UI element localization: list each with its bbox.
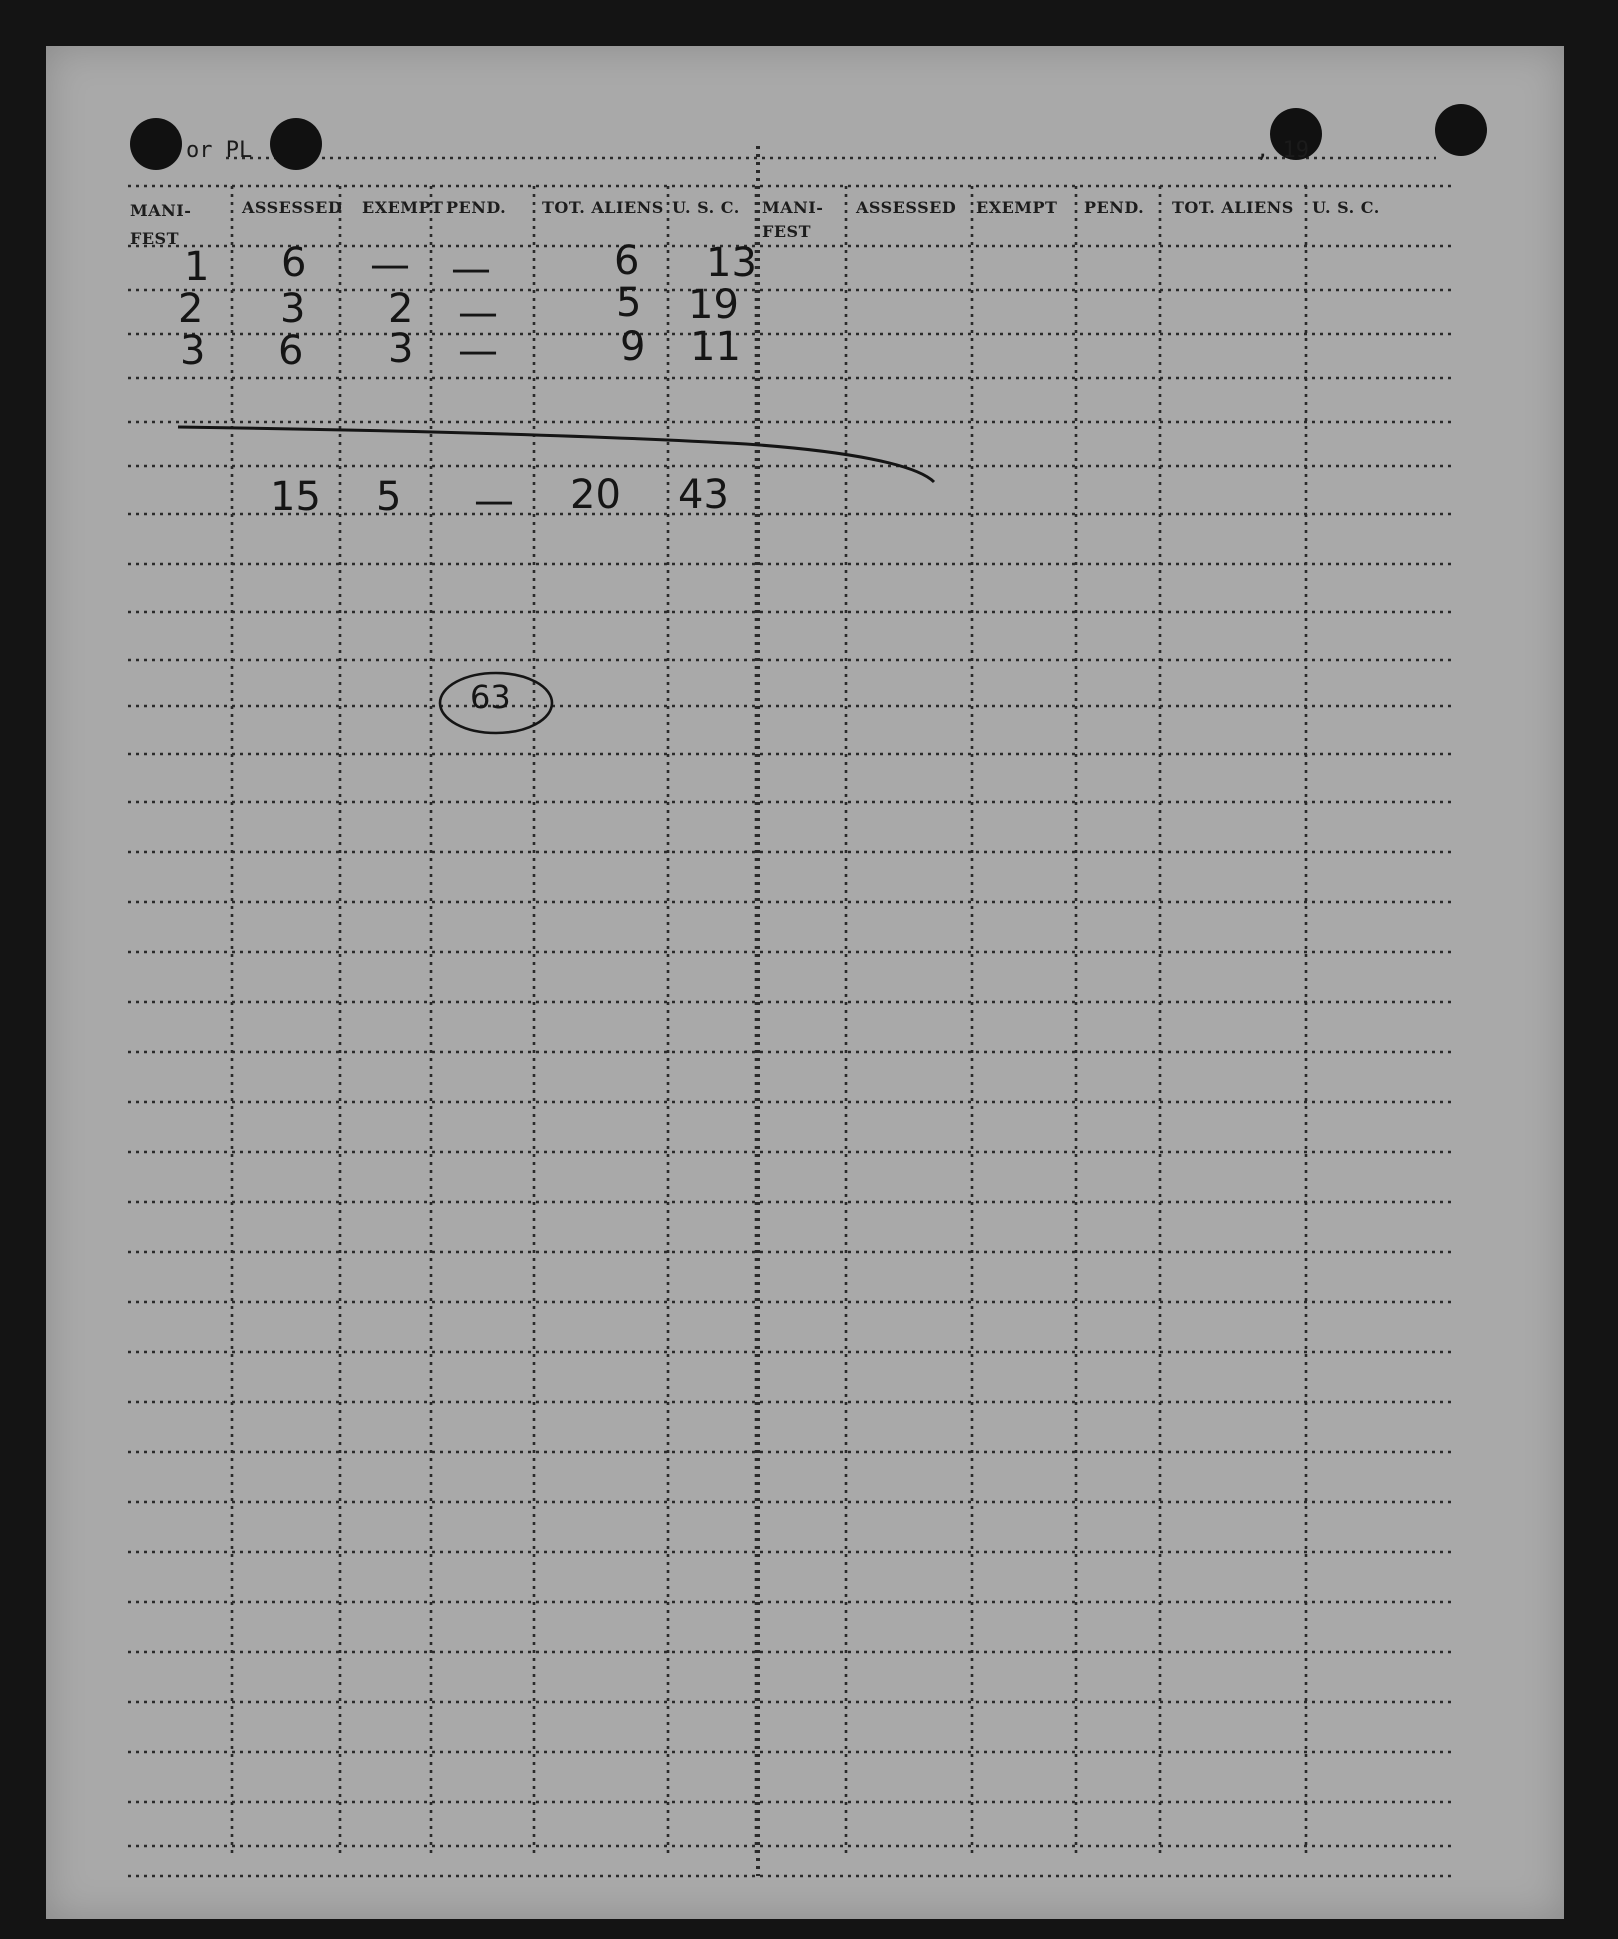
form-grid [46,46,1564,1919]
entry-3-manifest: 3 [180,328,206,374]
entry-1-usc: 13 [706,240,757,286]
punch-hole-1 [130,118,182,170]
col-header-manifest-right-1: MANI- [762,198,824,217]
entry-3-tot-aliens: 9 [620,324,646,370]
punch-hole-4 [1435,104,1487,156]
grand-total: 63 [470,678,511,716]
entry-3-exempt: 3 [388,326,414,372]
entry-1-assessed: 6 [281,240,307,286]
entry-1-pend: — [451,246,491,292]
col-header-usc-left: U. S. C. [672,198,740,217]
col-header-usc-right: U. S. C. [1312,198,1380,217]
col-header-manifest-right-2: FEST [762,222,812,241]
col-header-manifest-left-2: FEST [130,229,180,248]
year-label: , 19 [1256,138,1309,163]
total-assessed: 15 [270,474,321,520]
entry-1-exempt: — [370,242,410,288]
entry-2-exempt: 2 [388,286,414,332]
col-header-exempt-right: EXEMPT [976,198,1058,217]
total-exempt: 5 [376,474,402,520]
col-header-exempt-left: EXEMPT [362,198,444,217]
col-header-tot-aliens-left: TOT. ALIENS [542,198,664,217]
form-sheet [46,46,1564,1919]
entry-2-pend: — [458,290,498,336]
entry-3-assessed: 6 [278,328,304,374]
place-label: or PL [186,138,253,163]
col-header-manifest-left-1: MANI- [130,201,192,220]
entry-1-tot-aliens: 6 [614,238,640,284]
total-usc: 43 [678,472,729,518]
entry-2-tot-aliens: 5 [616,280,642,326]
col-header-pend-left: PEND. [446,198,507,217]
punch-hole-2 [270,118,322,170]
col-header-assessed-left: ASSESSED [242,198,343,217]
entry-2-manifest: 2 [178,286,204,332]
entry-3-pend: — [458,328,498,374]
col-header-assessed-right: ASSESSED [856,198,957,217]
total-tot-aliens: 20 [570,472,621,518]
entry-3-usc: 11 [690,324,741,370]
entry-2-assessed: 3 [280,286,306,332]
entry-1-manifest: 1 [184,244,210,290]
entry-2-usc: 19 [688,282,739,328]
col-header-pend-right: PEND. [1084,198,1145,217]
col-header-tot-aliens-right: TOT. ALIENS [1172,198,1294,217]
total-pend: — [474,478,514,524]
